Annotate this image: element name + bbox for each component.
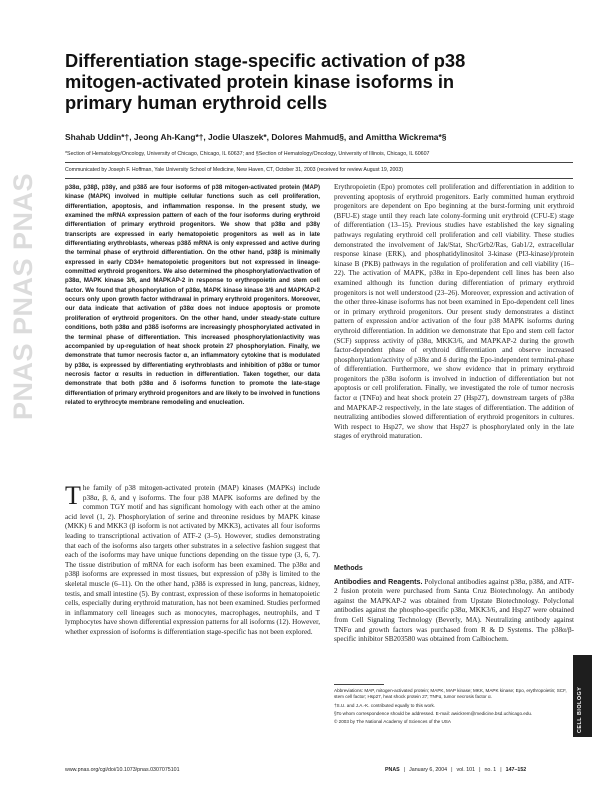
header-rule	[65, 162, 573, 163]
affiliations: *Section of Hematology/Oncology, University of Chicago, Chicago, IL 60637; and §Section of Hematology/Oncology, University of Illinois, Chicago, IL 60607	[65, 151, 430, 157]
methods-heading: Methods	[334, 565, 363, 572]
article-title: Differentiation stage-specific activation of p38 mitogen-activated protein kinase isoforms in primary human erythroid cells	[65, 50, 466, 113]
footnote-correspondence: §To whom correspondence should be addressed. E-mail: awickrem@medicine.bsd.uchicago.edu.	[334, 710, 533, 716]
footnote-equal-contribution: †S.U. and J.A.-K. contributed equally to this work.	[334, 702, 436, 708]
drop-cap: T	[65, 481, 81, 510]
section-tab	[573, 655, 592, 737]
abstract: p38α, p38β, p38γ, and p38δ are four isoforms of p38 mitogen-activated protein (MAP) kinase (MAPK) involved in multiple cellular functions such as cell proliferation, differentiation, apoptosis, and inflammation response. In the present study, we examined the mRNA expression pattern of each of the four isoforms during erythroid differentiation of primary erythroid progenitors. We show that p38α and p38γ transcripts are expressed in early hematopoietic progenitors as well as in late differentiating erythroblasts, whereas p38δ mRNA is only expressed and active during the terminal phase of erythroid differentiation. On the other hand, p38β is minimally expressed in early CD34+ hematopoietic progenitors but not expressed in lineage-committed erythroid progenitors. We also determined the phosphorylation/activation of p38α, MAPK kinase 3/6, and MAPKAP-2 in response to erythropoietin and stem cell factor. We found that phosphorylation of p38α, MAPK kinase kinase 3/6 and MAPKAP-2 occurs only upon growth factor withdrawal in primary erythroid progenitors. Moreover, our data indicate that activation of p38α does not induce apoptosis or promote proliferation of erythroid progenitors. On the other hand, under steady-state culture conditions, both p38α and p38δ isoforms are increasingly phosphorylated activated in the terminal phase of differentiation. This increased phosphorylation/activity was accompanied by up-regulation of heat shock protein 27 phosphorylation. Finally, we demonstrate that tumor necrosis factor α, an inflammatory cytokine that is modulated by p38α, is expressed by differentiating erythroblasts and inhibition of p38α or tumor necrosis factor α results in reduction in differentiation. Taken together, our data demonstrate that both p38α and δ isoforms function to promote the late-stage differentiation of primary erythroid progenitors and are likely to be involved in functions related to erythrocyte membrane remodeling and enucleation.	[65, 184, 320, 406]
section-tab-label: CELL BIOLOGY	[577, 686, 583, 733]
intro-continued: Erythropoietin (Epo) promotes cell proliferation and differentiation in addition to preventing apoptosis of erythroid progenitors. Early committed human erythroid progenitors are dependent on Epo beginning at the burst-forming unit erythroid (BFU-E) stage until they reach late colony-forming unit erythroid (CFU-E) stage of differentiation (13–15). Previous studies have established the key signaling pathways regulating erythroid cell proliferation and cell viability. These studies demonstrated the involvement of Jak/Stat, Shc/Grb2/Ras, Gab1/2, extracellular response kinase (ERK), and phosphatidylinositol 3-kinase (PI3-kinase)/protein kinase B (PKB) pathways in the regulation of proliferation and cell viability (16–22). The activation of MAPK, p38α in Epo-dependent cell lines has been also examined although its function during differentiation of primary erythroid progenitors is not well understood (23–26). Moreover, expression and activation of the other three-kinase isoforms has not been examined in Epo-dependent cell lines or in primary erythroid progenitors. Our present study demonstrates a distinct pattern of expression and/or activation of the four p38 MAPK isoforms during erythroid differentiation. In addition we demonstrate that Epo and stem cell factor (SCF) suppress activity of p38α, MKK3/6, and MAPKAP-2 during the growth factor-dependent phase of erythroid differentiation and observe increased phosphorylation/activity of p38α and δ during the Epo-independent terminal-phase of differentiation. Furthermore, we show evidence that in primary erythroid progenitors the p38α isoform is involved in induction of differentiation but not apoptosis or cell proliferation. Finally, we investigated the role of tumor necrosis factor α (TNFα) and heat shock protein 27 (Hsp27), downstream targets of p38α and MAPKAP-2 respectively, in the late stages of differentiation. The addition of neutralizing antibodies slowed differentiation of erythroid progenitors in cultures. With respect to Hsp27, we show that Hsp27 is phosphorylated only in the late stages of erythroid maturation.	[334, 183, 574, 441]
footer-citation: PNAS | January 6, 2004 | vol. 101 | no. 1 | 147–152	[385, 767, 527, 773]
introduction	[65, 481, 320, 638]
author-list: Shahab Uddin*†, Jeong Ah-Kang*†, Jodie Ulaszek*, Dolores Mahmud§, and Amittha Wickrema*§	[65, 132, 447, 142]
footer-doi[interactable]: www.pnas.org/cgi/doi/10.1073/pnas.0307075101	[65, 767, 180, 773]
footer-pages: 147–152	[505, 767, 527, 773]
footer-issue: no. 1	[484, 767, 497, 773]
footnote-abbreviations: Abbreviations: MAP, mitogen-activated protein; MAPK, MAP kinase; MKK, MAPK kinase; Epo, erythropoietin; SCF, stem cell factor; Hsp27, heat shock protein 27; TNFα, tumor necrosis factor α.	[334, 688, 567, 700]
sidebar-watermark: PNAS PNAS PNAS	[8, 172, 38, 420]
footnote-rule	[334, 684, 384, 685]
methods-section	[334, 564, 574, 645]
journal-sidebar	[0, 0, 56, 700]
methods-subheading: Antibodies and Reagents.	[334, 576, 423, 586]
abstract-rule	[65, 178, 573, 179]
communicated-line: Communicated by Joseph F. Hoffman, Yale University School of Medicine, New Haven, CT, October 31, 2003 (received for review August 19, 2003)	[65, 167, 403, 173]
footnotes	[334, 688, 574, 727]
footer-date: January 6, 2004	[409, 767, 448, 773]
footer-journal: PNAS	[385, 767, 400, 773]
methods-text: Polyclonal antibodies against p38α, p38δ, and ATF-2 fusion protein were purchased from Santa Cruz Biotechnology. An antibody against the MAPKAP-2 was obtained from Upstate Biotechnology. Polyclonal antibodies against the phospho-specific p38α, MKK3/6, and Hsp27 were obtained from Cell Signaling Technology (Beverly, MA). Neutralizing antibody against TNFα and growth factors was purchased from R & D Systems. The p38α/β-specific inhibitor SB203580 was obtained from Calbiochem.	[334, 577, 575, 644]
intro-text: he family of p38 mitogen-activated protein (MAP) kinases (MAPKs) include p38α, β, δ, and γ isoforms. The four p38 MAPK isoforms are defined by the common TGY motif and has significant homology with each other at the amino acid level (1, 2). Phosphorylation of serine and threonine residues by MAPK kinase (MKK) 6 and MKK3 (β isoform is not activated by MKK3), activates all four isoforms leading to transcriptional activation of ATF-2 (3–5). However, studies demonstrating that each of the isoforms also targets other substrates in a selective fashion suggest that each of the isoforms may have unique functions depending on the tissue type (3, 6, 7). The tissue distribution of mRNA for each isoform has been examined. The p38α and p38β isoforms are expressed in most tissues, but expression of p38γ is limited to the skeletal muscle (6–11). On the other hand, p38δ is expressed in lung, pancreas, kidney, testis, and small intestine (5). By contrast, expression of these isoforms in hematopoietic cells, especially during erythroid maturation, has not been examined. Studies performed in inflammatory cell lineages such as monocytes, macrophages, neutrophils, and T lymphocytes have shown differential expression patterns for all isoforms (12). However, whether expression of isoforms is differentiation stage-specific has not been explored.	[65, 484, 320, 636]
footnote-copyright: © 2003 by The National Academy of Sciences of the USA	[334, 719, 451, 725]
footer-volume: vol. 101	[456, 767, 476, 773]
